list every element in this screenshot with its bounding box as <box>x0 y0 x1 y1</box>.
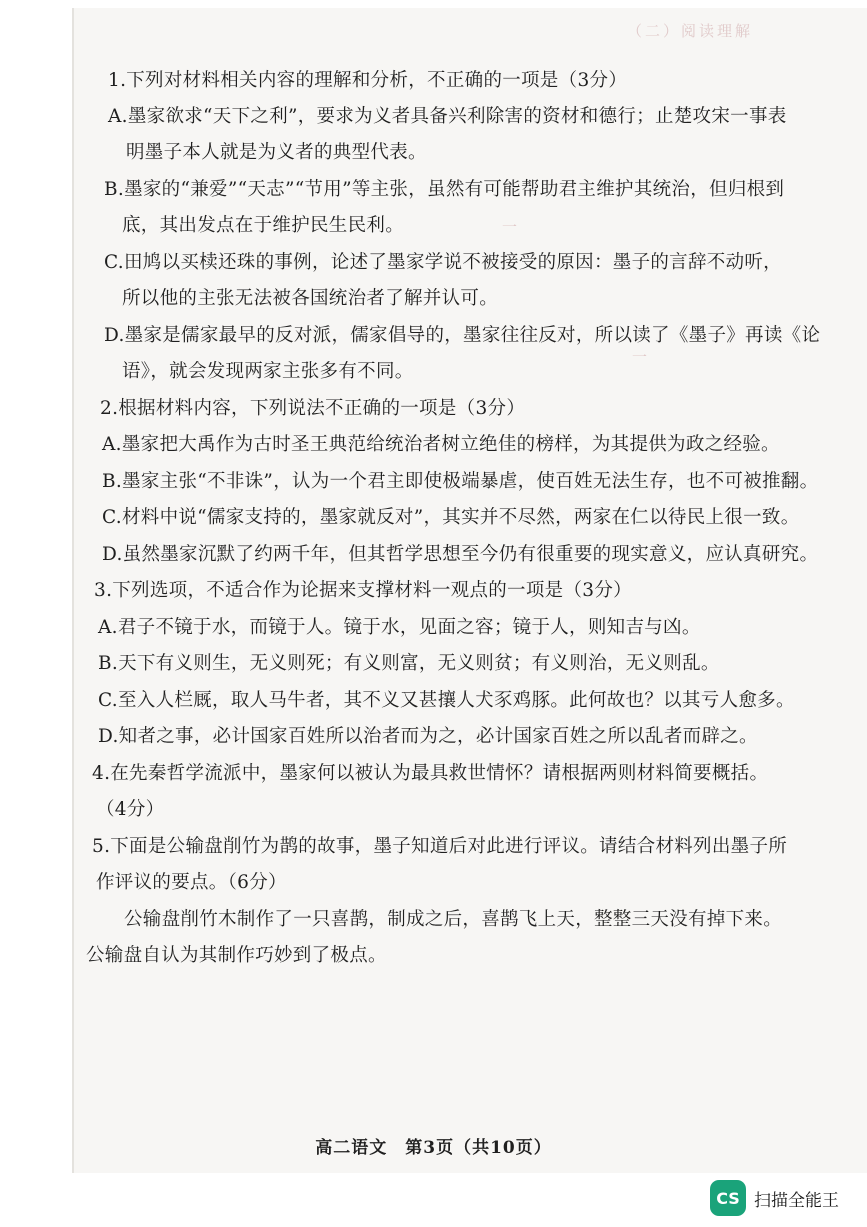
question-1-option-c: C.田鸠以买椟还珠的事例，论述了墨家学说不被接受的原因：墨子的言辞不动听， <box>104 252 782 273</box>
question-1-option-c-cont: 所以他的主张无法被各国统治者了解并认可。 <box>122 288 499 309</box>
page-footer: 高二语文 第3页（共10页） <box>315 1138 552 1158</box>
question-1-option-d-cont: 语》，就会发现两家主张多有不同。 <box>122 361 414 382</box>
question-2-option-c: C.材料中说“儒家支持的，墨家就反对”，其实并不尽然，两家在仁以待民上很一致。 <box>102 507 800 528</box>
camscanner-logo-icon: CS <box>710 1180 746 1216</box>
question-5-stem-cont: 作评议的要点。（6分） <box>96 872 287 893</box>
bleed-through-text <box>92 783 832 804</box>
question-1-option-a-cont: 明墨子本人就是为义者的典型代表。 <box>126 142 427 163</box>
bleed-through-text <box>92 1026 832 1047</box>
question-4-stem: 4.在先秦哲学流派中，墨家何以被认为最具救世情怀？请根据两则材料简要概括。 <box>92 763 769 784</box>
question-2-option-a: A.墨家把大禹作为古时圣王典范给统治者树立绝佳的榜样，为其提供为政之经验。 <box>102 434 780 455</box>
question-5-stem: 5.下面是公输盘削竹为鹊的故事，墨子知道后对此进行评议。请结合材料列出墨子所 <box>92 836 788 857</box>
question-3-option-b: B.天下有义则生，无义则死；有义则富，无义则贫；有义则治，无义则乱。 <box>98 653 720 674</box>
question-2-option-d: D.虽然墨家沉默了约两千年，但其哲学思想至今仍有很重要的现实意义，应认真研究。 <box>102 544 819 565</box>
scanner-app-name: 扫描全能王 <box>754 1190 839 1211</box>
question-3-option-d: D.知者之事，必计国家百姓所以治者而为之，必计国家百姓之所以乱者而辟之。 <box>98 726 758 747</box>
question-3-stem: 3.下列选项，不适合作为论据来支撑材料一观点的一项是（3分） <box>94 580 632 601</box>
question-3-option-c: C.至入人栏厩，取人马牛者，其不义又甚攘人犬豕鸡豚。此何故也？以其亏人愈多。 <box>98 690 795 711</box>
question-3-option-a: A.君子不镜于水，而镜于人。镜于水，见面之容；镜于人，则知吉与凶。 <box>98 617 701 638</box>
scanner-watermark <box>710 1178 860 1218</box>
story-paragraph: 公输盘削竹木制作了一只喜鹊，制成之后，喜鹊飞上天，整整三天没有掉下来。 <box>124 909 783 930</box>
question-1-option-b: B.墨家的“兼爱”“天志”“节用”等主张，虽然有可能帮助君主维护其统治，但归根到 <box>104 179 785 200</box>
question-1-stem: 1.下列对材料相关内容的理解和分析，不正确的一项是（3分） <box>108 70 628 91</box>
question-1-option-b-cont: 底，其出发点在于维护民生民利。 <box>122 215 405 236</box>
question-2-stem: 2.根据材料内容，下列说法不正确的一项是（3分） <box>100 398 526 419</box>
bleed-through-text: 一 <box>502 218 719 236</box>
question-4-score: （4分） <box>96 799 165 820</box>
story-paragraph-cont: 公输盘自认为其制作巧妙到了极点。 <box>86 945 387 966</box>
bleed-through-text: 一 <box>632 348 759 366</box>
bleed-through-text: （二）阅读理解 <box>627 22 754 40</box>
question-1-option-a: A.墨家欲求“天下之利”，要求为义者具备兴利除害的资材和德行；止楚攻宋一事表 <box>108 106 787 127</box>
question-2-option-b: B.墨家主张“不非诛”，认为一个君主即使极端暴虐，使百姓无法生存，也不可被推翻。 <box>102 471 819 492</box>
question-1-option-d: D.墨家是儒家最早的反对派，儒家倡导的，墨家往往反对，所以读了《墨子》再读《论 <box>104 325 821 346</box>
